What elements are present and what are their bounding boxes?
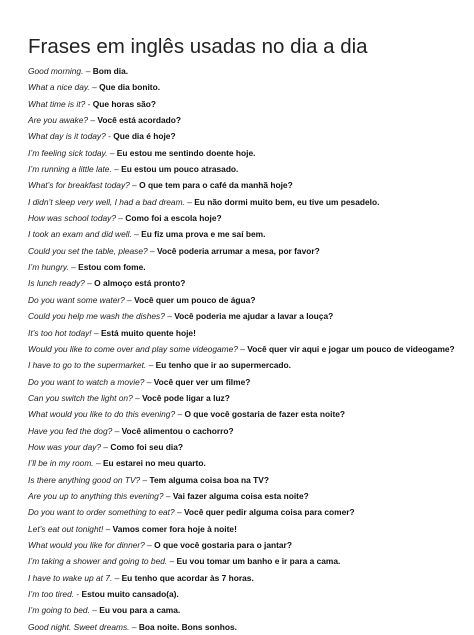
english-phrase: I’m too tired.: [28, 589, 75, 599]
phrase-separator: –: [164, 311, 175, 322]
page-title: Frases em inglês usadas no dia a dia: [28, 35, 368, 58]
english-phrase: What’s for breakfast today?: [28, 180, 130, 191]
english-phrase: I have to go to the supermarket.: [28, 360, 147, 371]
portuguese-translation: Tem alguma coisa boa na TV?: [149, 474, 269, 485]
english-phrase: What a nice day.: [28, 82, 90, 93]
portuguese-translation: Você poderia me ajudar a lavar a louça?: [174, 311, 334, 322]
phrase-item: [28, 210, 464, 226]
english-phrase: Are you awake?: [28, 115, 89, 126]
phrase-separator: -: [105, 131, 114, 142]
english-phrase: I’m taking a shower and going to bed.: [28, 556, 168, 567]
phrase-item: [28, 308, 464, 324]
english-phrase: I’m hungry.: [28, 262, 69, 273]
phrase-separator: –: [89, 82, 100, 93]
phrase-item: [28, 553, 464, 569]
portuguese-translation: Você poderia arrumar a mesa, por favor?: [156, 245, 320, 256]
phrase-separator: –: [91, 327, 101, 338]
portuguese-translation: Eu estou um pouco atrasado.: [121, 164, 239, 175]
english-phrase: Are you up to anything this evening?: [28, 490, 164, 501]
english-phrase: What would you like for dinner?: [28, 539, 145, 550]
english-phrase: Let’s eat out tonight!: [28, 523, 104, 534]
phrase-item: [28, 63, 464, 79]
phrase-item: [28, 374, 464, 390]
phrase-item: [28, 161, 464, 177]
phrase-item: [28, 112, 464, 128]
phrase-separator: –: [83, 66, 93, 76]
english-phrase: I didn’t sleep very well, I had a bad dream.: [28, 196, 185, 207]
portuguese-translation: O que você gostaria para o jantar?: [154, 539, 292, 550]
phrase-separator: -: [85, 98, 93, 109]
phrase-separator: –: [84, 278, 95, 289]
phrase-separator: –: [101, 441, 111, 452]
portuguese-translation: Como foi a escola hoje?: [125, 213, 222, 224]
portuguese-translation: Como foi seu dia?: [110, 441, 183, 452]
portuguese-translation: Eu tenho que ir ao supermercado.: [155, 360, 291, 371]
portuguese-translation: Estou muito cansado(a).: [81, 589, 179, 599]
portuguese-translation: Que dia é hoje?: [113, 131, 176, 142]
phrase-item: [28, 390, 464, 406]
phrase-separator: –: [124, 294, 135, 305]
english-phrase: What day is it today?: [28, 131, 106, 142]
phrase-item: [28, 619, 464, 635]
phrase-separator: –: [175, 409, 185, 420]
phrase-item: [28, 79, 464, 95]
english-phrase: I’m running a little late.: [28, 164, 112, 175]
phrase-item: [28, 423, 464, 439]
phrase-item: [28, 488, 464, 504]
portuguese-translation: Eu vou tomar um banho e ir para a cama.: [176, 556, 341, 567]
portuguese-translation: Estou com fome.: [78, 262, 146, 273]
english-phrase: How was your day?: [28, 441, 102, 452]
phrase-separator: –: [184, 196, 195, 207]
phrase-item: [28, 537, 464, 553]
portuguese-translation: Você quer um pouco de água?: [134, 294, 256, 305]
phrase-separator: –: [131, 229, 142, 240]
english-phrase: How was school today?: [28, 213, 116, 224]
phrase-item: [28, 439, 464, 455]
document-page: [28, 34, 464, 635]
portuguese-translation: Você quer pedir alguma coisa para comer?: [183, 507, 355, 518]
phrase-separator: –: [144, 539, 155, 550]
phrase-item: [28, 96, 464, 112]
english-phrase: I’ll be in my room.: [28, 458, 94, 469]
phrase-item: [28, 259, 464, 275]
phrase-separator: –: [129, 621, 139, 632]
english-phrase: What time is it?: [28, 98, 86, 109]
phrase-separator: –: [144, 376, 154, 387]
phrase-item: [28, 275, 464, 291]
portuguese-translation: Bom dia.: [92, 66, 129, 76]
phrase-item: [28, 602, 464, 618]
phrase-separator: -: [74, 589, 82, 599]
portuguese-translation: Eu estarei no meu quarto.: [102, 458, 206, 469]
portuguese-translation: Está muito quente hoje!: [100, 327, 196, 338]
english-phrase: Is lunch ready?: [28, 278, 85, 289]
english-phrase: Do you want to watch a movie?: [28, 376, 145, 387]
english-phrase: Can you switch the light on?: [28, 392, 133, 403]
portuguese-translation: Eu não dormi muito bem, eu tive um pesadelo.: [194, 196, 380, 207]
phrase-item: [28, 455, 464, 471]
phrase-item: [28, 194, 464, 210]
portuguese-translation: Eu vou para a cama.: [99, 605, 181, 616]
phrase-item: [28, 226, 464, 242]
phrase-item: [28, 570, 464, 586]
phrase-separator: –: [163, 490, 173, 501]
english-phrase: I took an exam and did well.: [28, 229, 132, 240]
phrase-separator: –: [112, 572, 122, 583]
phrase-separator: –: [132, 392, 143, 403]
phrase-separator: –: [107, 147, 117, 158]
english-phrase: Could you set the table, please?: [28, 245, 148, 256]
portuguese-translation: Eu fiz uma prova e me saí bem.: [141, 229, 266, 240]
portuguese-translation: Você pode ligar a luz?: [142, 392, 230, 403]
english-phrase: Good morning.: [28, 66, 84, 76]
phrase-item: [28, 341, 464, 357]
phrase-separator: –: [167, 556, 177, 567]
portuguese-translation: Vai fazer alguma coisa esta noite?: [172, 490, 309, 501]
english-phrase: Would you like to come over and play some videogame?: [28, 343, 238, 354]
portuguese-translation: Você está acordado?: [97, 115, 181, 126]
portuguese-translation: Eu estou me sentindo doente hoje.: [116, 147, 256, 158]
portuguese-translation: Você quer ver um filme?: [153, 376, 251, 387]
phrase-item: [28, 177, 464, 193]
phrase-item: [28, 406, 464, 422]
phrase-item: [28, 325, 464, 341]
portuguese-translation: O que você gostaria de fazer esta noite?: [184, 409, 346, 420]
english-phrase: Do you want some water?: [28, 294, 125, 305]
portuguese-translation: Eu tenho que acordar às 7 horas.: [121, 572, 254, 583]
english-phrase: Good night. Sweet dreams.: [28, 621, 130, 632]
phrase-separator: –: [147, 245, 157, 256]
portuguese-translation: Você quer vir aqui e jogar um pouco de videogame?: [247, 343, 455, 354]
phrase-separator: –: [174, 507, 184, 518]
portuguese-translation: Boa noite. Bons sonhos.: [138, 621, 237, 632]
phrase-separator: –: [129, 180, 140, 191]
phrase-item: [28, 521, 464, 537]
phrase-separator: –: [89, 605, 100, 616]
phrase-item: [28, 504, 464, 520]
english-phrase: What would you like to do this evening?: [28, 409, 176, 420]
phrase-item: [28, 128, 464, 144]
english-phrase: Is there anything good on TV?: [28, 474, 141, 485]
english-phrase: Do you want to order something to eat?: [28, 507, 175, 518]
english-phrase: I’m going to bed.: [28, 605, 90, 616]
phrase-separator: –: [93, 458, 103, 469]
phrase-separator: –: [146, 360, 156, 371]
english-phrase: I’m feeling sick today.: [28, 147, 108, 158]
phrase-separator: –: [103, 523, 113, 534]
phrase-item: [28, 292, 464, 308]
english-phrase: Have you fed the dog?: [28, 425, 113, 436]
phrase-separator: –: [237, 343, 248, 354]
english-phrase: I have to wake up at 7.: [28, 572, 113, 583]
phrase-separator: –: [88, 115, 98, 126]
portuguese-translation: Você alimentou o cachorro?: [121, 425, 234, 436]
phrase-item: [28, 586, 464, 602]
phrase-item: [28, 243, 464, 259]
phrase-separator: –: [140, 474, 150, 485]
portuguese-translation: Que horas são?: [92, 98, 156, 109]
phrase-item: [28, 145, 464, 161]
phrase-item: [28, 357, 464, 373]
phrase-item: [28, 472, 464, 488]
portuguese-translation: Que dia bonito.: [99, 82, 161, 93]
english-phrase: It’s too hot today!: [28, 327, 92, 338]
english-phrase: Could you help me wash the dishes?: [28, 311, 165, 322]
phrase-list: [28, 63, 464, 635]
phrase-separator: –: [68, 262, 79, 273]
phrase-separator: –: [115, 213, 126, 224]
portuguese-translation: O que tem para o café da manhã hoje?: [139, 180, 293, 191]
phrase-separator: –: [111, 164, 122, 175]
portuguese-translation: Vamos comer fora hoje à noite!: [112, 523, 237, 534]
portuguese-translation: O almoço está pronto?: [94, 278, 186, 289]
phrase-separator: –: [112, 425, 122, 436]
